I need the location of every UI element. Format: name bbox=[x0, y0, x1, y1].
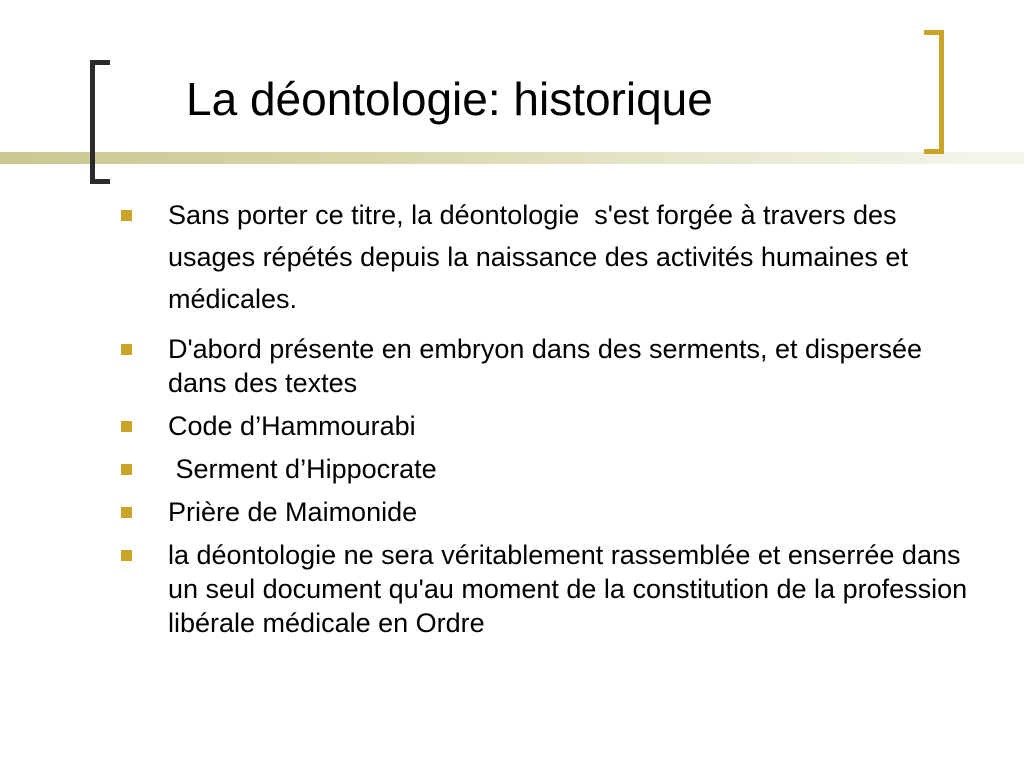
bullet-item bbox=[118, 452, 978, 486]
square-bullet-icon bbox=[121, 421, 132, 432]
bullet-text: Code d’Hammourabi bbox=[168, 411, 416, 441]
left-bracket-decoration bbox=[90, 60, 110, 184]
square-bullet-icon bbox=[121, 344, 132, 355]
bullet-item bbox=[118, 495, 978, 529]
bullet-list bbox=[118, 194, 978, 649]
square-bullet-icon bbox=[121, 464, 132, 475]
title-underline-rule bbox=[0, 152, 1024, 164]
bullet-item bbox=[118, 194, 978, 320]
bullet-text: D'abord présente en embryon dans des serments, et dispersée dans des textes bbox=[168, 334, 930, 398]
bullet-text: Sans porter ce titre, la déontologie s'est forgée à travers des usages répétés depuis la naissance des activités humaines et médicales. bbox=[168, 200, 916, 314]
bullet-item bbox=[118, 538, 978, 640]
bullet-text: Serment d’Hippocrate bbox=[168, 454, 437, 484]
square-bullet-icon bbox=[121, 550, 132, 561]
bullet-text: la déontologie ne sera véritablement rassemblée et enserrée dans un seul document qu'au moment de la constitution de la profession libérale médicale en Ordre bbox=[168, 540, 975, 638]
slide-title: La déontologie: historique bbox=[186, 73, 713, 125]
bullet-item bbox=[118, 332, 978, 400]
bullet-item bbox=[118, 409, 978, 443]
square-bullet-icon bbox=[121, 210, 132, 221]
right-bracket-decoration bbox=[924, 30, 944, 154]
square-bullet-icon bbox=[121, 507, 132, 518]
bullet-text: Prière de Maimonide bbox=[168, 497, 418, 527]
